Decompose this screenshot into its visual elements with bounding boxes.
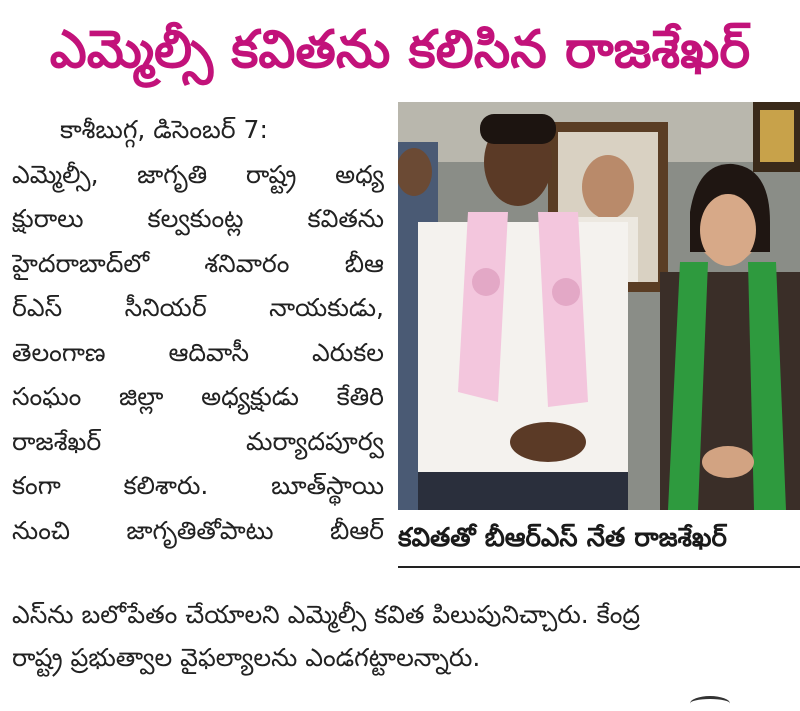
decorative-mark [690, 696, 730, 711]
body-line: సంఘం జిల్లా అధ్యక్షుడు కేతిరి [12, 382, 384, 411]
photo-caption: కవితతో బీఆర్‌ఎస్ నేత రాజశేఖర్ [398, 523, 727, 553]
photo-illustration [398, 102, 800, 510]
body-line: నుంచి జాగృతితోపాటు బీఆర్ [12, 515, 384, 545]
body-line: కాశీబుగ్గ, డిసెంబర్ 7: [60, 115, 268, 144]
body-line: హైదరాబాద్‌లో శనివారం బీఆ [12, 248, 384, 278]
body-line: తెలంగాణ ఆదివాసీ ఎరుకల [12, 337, 384, 367]
body-line: రాజశేఖర్ మర్యాదపూర్వ [12, 426, 384, 456]
body-line: ఎమ్మెల్సీ, జాగృతి రాష్ట్ర అధ్య [12, 159, 384, 189]
man-shirt [418, 222, 628, 510]
caption-divider [398, 566, 800, 568]
body-line: రాష్ట్ర ప్రభుత్వాల వైఫల్యాలను ఎండగట్టాలన్నారు. [12, 643, 481, 672]
body-line: కంగా కలిశారు. బూత్‌స్థాయి [12, 471, 384, 500]
body-line: ర్‌ఎస్ సీనియర్ నాయకుడు, [12, 293, 384, 322]
body-line: ఎస్‌ను బలోపేతం చేయాలని ఎమ్మెల్సీ కవిత పిలుపునిచ్చారు. కేంద్ర [12, 600, 641, 629]
body-line: క్షురాలు కల్వకుంట్ల కవితను [12, 204, 384, 233]
article-body-continuation [12, 593, 800, 679]
article-body-column [12, 108, 384, 553]
headline: ఎమ్మెల్సీ కవితను కలిసిన రాజశేఖర్ [49, 20, 751, 80]
news-photo [398, 102, 800, 510]
